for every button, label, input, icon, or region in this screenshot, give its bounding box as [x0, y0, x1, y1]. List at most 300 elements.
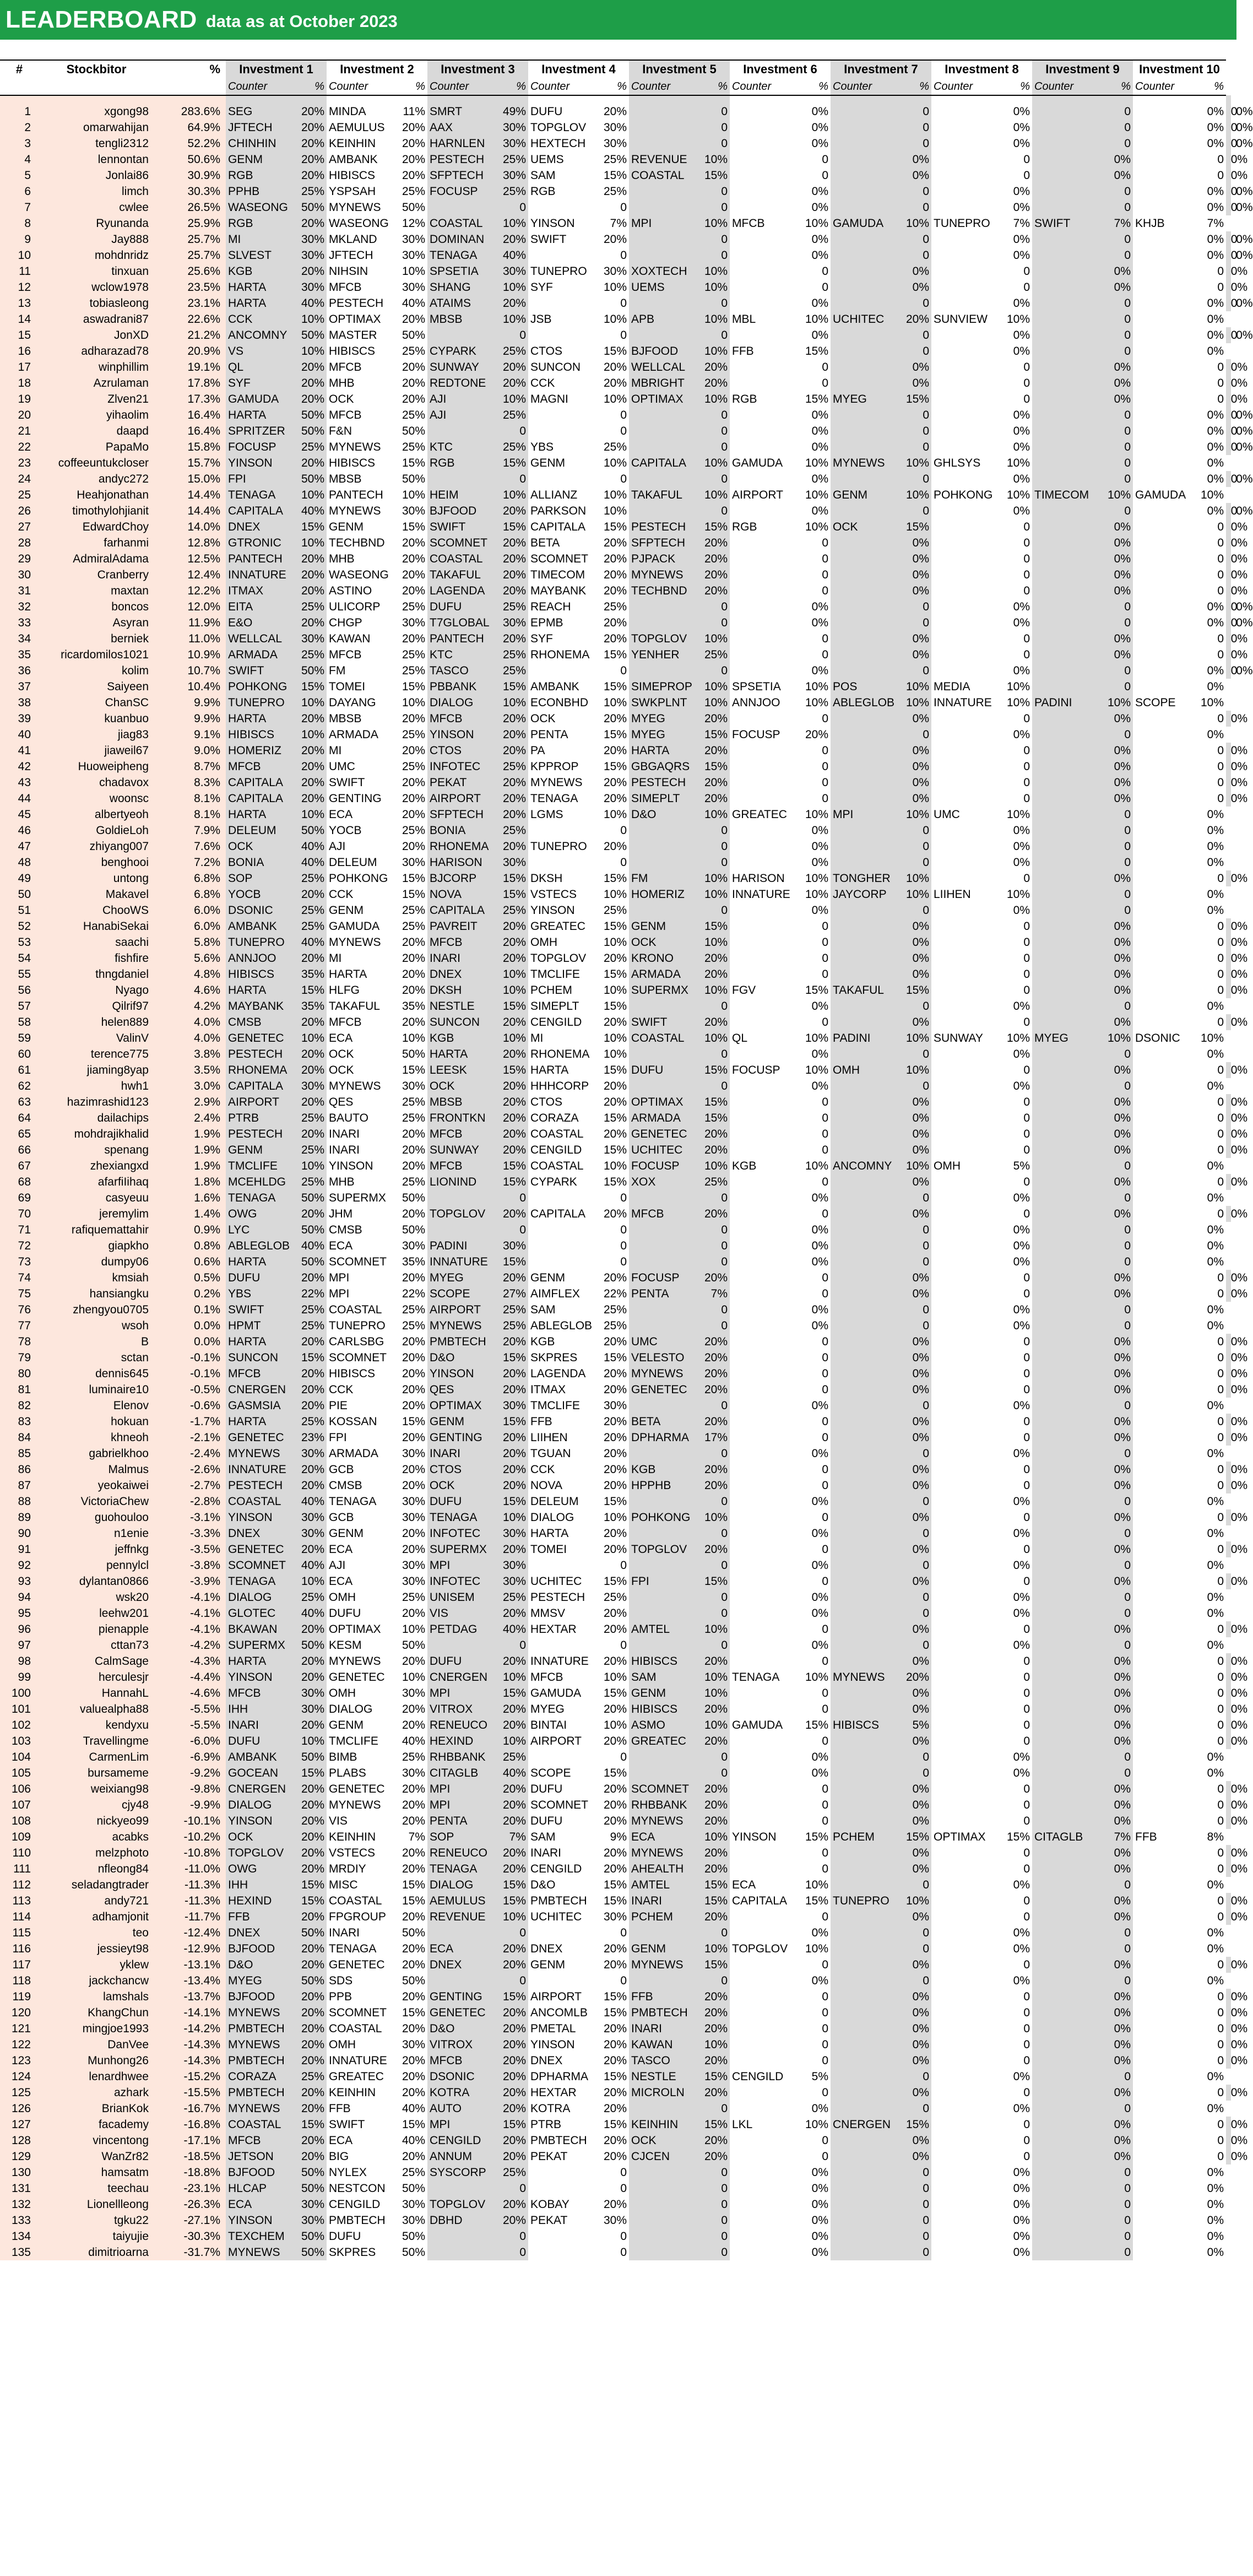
counter-cell	[931, 2164, 992, 2180]
weight-cell: 0	[690, 247, 730, 263]
rank-cell: 54	[0, 950, 39, 966]
rank-cell: 89	[0, 1509, 39, 1525]
weight-cell: 0	[1217, 2038, 1224, 2051]
counter-cell	[730, 1046, 790, 1062]
counter-cell: ARMADA	[629, 966, 690, 982]
counter-cell: SCOMNET	[629, 1781, 690, 1797]
weight-cell: 50%	[402, 201, 425, 214]
counter-cell: KGB	[629, 1462, 690, 1478]
weight-cell: 0%	[1229, 1174, 1232, 1190]
counter-cell	[730, 2149, 790, 2164]
counter-cell	[1133, 136, 1191, 151]
counter-cell: OMH	[329, 1687, 356, 1700]
weight-cell: 10%	[805, 521, 828, 533]
weight-cell: 50%	[286, 1749, 327, 1765]
counter-cell	[730, 503, 790, 519]
weight-cell: 20%	[488, 775, 528, 791]
counter-cell	[831, 1541, 891, 1557]
rank-cell: 29	[0, 551, 39, 567]
counter-cell	[1032, 1669, 1093, 1685]
counter-cell	[1032, 1014, 1093, 1030]
weight-cell: 20%	[286, 1398, 327, 1414]
counter-cell: KEINHIN	[329, 1831, 376, 1843]
counter-cell	[730, 854, 790, 870]
counter-cell	[730, 359, 790, 375]
weight-cell: 0%	[891, 2133, 931, 2149]
counter-cell: CENGILD	[530, 1016, 582, 1029]
counter-cell	[1133, 1366, 1191, 1382]
counter-cell: MI	[329, 744, 342, 757]
counter-cell: COASTAL	[530, 1128, 584, 1140]
rank-cell: 112	[0, 1877, 39, 1893]
weight-cell: 20%	[603, 840, 627, 853]
counter-cell	[730, 1973, 790, 1989]
stockbitor-cell: HanabiSekai	[39, 918, 154, 934]
stockbitor-cell: andyc272	[39, 471, 154, 487]
weight-cell: 0%	[891, 1094, 931, 1110]
weight-cell: 50%	[286, 822, 327, 838]
counter-cell: TECHBND	[629, 583, 690, 599]
stockbitor-cell: jessieyt98	[39, 1941, 154, 1957]
counter-cell: ABLEGLOB	[831, 695, 891, 711]
counter-cell: TOPGLOV	[427, 2196, 488, 2212]
counter-cell: PMBTECH	[530, 2134, 587, 2147]
weight-cell: 0%	[811, 409, 828, 421]
counter-cell: GENM	[831, 487, 891, 503]
weight-cell: 0%	[1093, 1206, 1133, 1222]
counter-cell: KESM	[329, 1639, 362, 1652]
counter-cell: VSTECS	[530, 888, 577, 901]
stockbitor-cell: albertyeoh	[39, 807, 154, 822]
weight-cell: 10%	[488, 966, 528, 982]
counter-cell: MYNEWS	[329, 936, 381, 949]
weight-cell: 0	[620, 249, 627, 262]
weight-cell: 0%	[811, 441, 828, 453]
stockbitor-cell: Nyago	[39, 982, 154, 998]
weight-cell: 25%	[488, 183, 528, 199]
weight-cell: 0%	[811, 1926, 828, 1939]
weight-cell: 10%	[891, 1030, 931, 1046]
counter-cell: GENTING	[329, 792, 382, 805]
counter-cell	[831, 647, 891, 663]
weight-cell: 10%	[690, 487, 730, 503]
counter-cell	[1133, 1701, 1191, 1717]
weight-cell: 0%	[1207, 840, 1224, 853]
counter-cell: GENTING	[427, 1430, 488, 1446]
weight-cell: 20%	[603, 553, 627, 565]
counter-cell: YINSON	[530, 904, 575, 917]
counter-cell	[931, 423, 992, 439]
weight-cell: 25%	[488, 1749, 528, 1765]
counter-cell: LKL	[732, 2118, 753, 2131]
weight-cell: 10%	[286, 695, 327, 711]
counter-cell: GENM	[629, 1941, 690, 1957]
weight-cell: 20%	[286, 791, 327, 807]
weight-cell: 0	[891, 1973, 931, 1989]
counter-cell	[730, 1366, 790, 1382]
weight-cell: 25%	[488, 1302, 528, 1318]
weight-cell: 25%	[603, 1319, 627, 1332]
weight-cell: 0	[1217, 968, 1224, 981]
rank-cell: 63	[0, 1094, 39, 1110]
weight-cell: 0	[822, 2134, 828, 2147]
counter-cell	[931, 1366, 992, 1382]
table-row	[0, 343, 1236, 359]
counter-cell	[730, 423, 790, 439]
weight-cell: 10%	[286, 487, 327, 503]
weight-cell: 0	[1023, 1735, 1030, 1747]
stockbitor-cell: wclow1978	[39, 279, 154, 295]
weight-cell: 0%	[891, 551, 931, 567]
weight-cell: 0	[891, 327, 931, 343]
counter-cell	[730, 1318, 790, 1334]
counter-cell: TMCLIFE	[530, 1399, 580, 1412]
stockbitor-cell: timothylohjianit	[39, 503, 154, 519]
counter-cell: LYC	[226, 1222, 286, 1238]
weight-cell: 0%	[1093, 1126, 1133, 1142]
counter-cell: SKPRES	[329, 2246, 376, 2259]
counter-cell: MYNEWS	[226, 1446, 286, 1462]
rank-cell: 129	[0, 2149, 39, 2164]
weight-cell: 0	[690, 1238, 730, 1254]
weight-cell: 20%	[488, 503, 528, 519]
weight-cell: 0	[690, 231, 730, 247]
counter-cell	[831, 1525, 891, 1541]
counter-cell: GREATEC	[732, 808, 787, 821]
weight-cell: 20%	[488, 2037, 528, 2053]
weight-cell: 20%	[402, 1719, 425, 1731]
counter-cell	[629, 1925, 690, 1941]
weight-cell: 0	[1217, 1208, 1224, 1220]
counter-cell	[427, 423, 488, 439]
stockbitor-cell: adhamjonit	[39, 1909, 154, 1925]
weight-cell: 15%	[603, 1767, 627, 1779]
weight-cell: 20%	[603, 792, 627, 805]
weight-cell: 0	[1093, 1493, 1133, 1509]
counter-cell	[931, 1493, 992, 1509]
pct-subheader: %	[286, 78, 327, 95]
counter-cell: HIBISCS	[329, 1367, 376, 1380]
rank-cell: 26	[0, 503, 39, 519]
counter-cell: HARTA	[226, 1414, 286, 1430]
counter-cell	[629, 423, 690, 439]
weight-cell: 0%	[891, 375, 931, 391]
weight-cell: 0	[822, 1144, 828, 1156]
weight-cell: 0	[1023, 521, 1030, 533]
weight-cell: 20%	[488, 950, 528, 966]
counter-cell: GREATEC	[629, 1733, 690, 1749]
weight-cell: 50%	[286, 1973, 327, 1989]
counter-cell	[730, 2212, 790, 2228]
counter-cell	[931, 1541, 992, 1557]
table-row	[0, 902, 1236, 918]
counter-cell	[1032, 1174, 1093, 1190]
counter-subheader: Counter	[931, 78, 992, 95]
counter-cell: ABLEGLOB	[530, 1319, 593, 1332]
weight-cell: 0%	[1207, 1639, 1224, 1652]
counter-cell	[1133, 1158, 1191, 1174]
weight-cell: 0	[690, 1525, 730, 1541]
weight-cell: 0	[620, 1255, 627, 1268]
weight-cell: 0%	[1229, 2085, 1232, 2101]
return-cell: 0.5%	[154, 1270, 226, 1286]
counter-cell	[730, 583, 790, 599]
weight-cell: 15%	[891, 1829, 931, 1845]
weight-cell: 0	[1023, 984, 1030, 997]
counter-cell: CAPITALA	[226, 791, 286, 807]
weight-cell: 20%	[603, 2102, 627, 2115]
return-cell: 15.0%	[154, 471, 226, 487]
weight-cell: 0	[822, 760, 828, 773]
counter-cell	[730, 631, 790, 647]
counter-cell	[1133, 1573, 1191, 1589]
counter-cell	[1032, 615, 1093, 631]
weight-cell: 0	[1217, 1351, 1224, 1364]
counter-cell	[528, 822, 589, 838]
weight-cell: 15%	[603, 2070, 627, 2083]
weight-cell: 0	[1217, 632, 1224, 645]
table-row	[0, 1126, 1236, 1142]
weight-cell: 10%	[286, 1158, 327, 1174]
weight-cell: 20%	[603, 361, 627, 374]
weight-cell: 5%	[1013, 1160, 1030, 1172]
counter-cell	[931, 934, 992, 950]
stockbitor-cell: afarfiIihaq	[39, 1174, 154, 1190]
weight-cell: 0%	[811, 2166, 828, 2179]
table-row	[0, 727, 1236, 743]
counter-cell: DIALOG	[226, 1589, 286, 1605]
return-cell: 12.5%	[154, 551, 226, 567]
weight-cell: 20%	[402, 2086, 425, 2099]
weight-cell: 0%	[1229, 966, 1232, 982]
counter-cell	[831, 1877, 891, 1893]
counter-cell: MYNEWS	[329, 201, 381, 214]
counter-cell: GENM	[530, 1958, 565, 1971]
table-row	[0, 471, 1236, 487]
weight-cell: 20%	[488, 1046, 528, 1062]
counter-cell	[1032, 567, 1093, 583]
counter-cell: HIBISCS	[329, 345, 376, 358]
counter-cell	[831, 1382, 891, 1398]
weight-cell: 0	[1093, 95, 1133, 120]
weight-cell: 15%	[805, 1719, 828, 1731]
rank-header: #	[0, 60, 39, 78]
counter-cell: AJI	[329, 1559, 346, 1572]
counter-cell	[831, 822, 891, 838]
counter-cell	[1133, 2101, 1191, 2117]
stockbitor-cell: seladangtrader	[39, 1877, 154, 1893]
weight-cell: 10%	[1006, 808, 1030, 821]
weight-cell: 0%	[1229, 1653, 1232, 1669]
weight-cell: 15%	[805, 1895, 828, 1907]
return-cell: -0.1%	[154, 1366, 226, 1382]
counter-cell	[831, 439, 891, 455]
weight-cell: 0	[1093, 1302, 1133, 1318]
pct-subheader: %	[387, 78, 427, 95]
weight-cell: 15%	[402, 1064, 425, 1076]
weight-cell: 0	[1023, 776, 1030, 789]
weight-cell: 0%	[1207, 1240, 1224, 1252]
counter-cell	[730, 998, 790, 1014]
counter-cell	[528, 295, 589, 311]
counter-cell	[1133, 2212, 1191, 2228]
counter-cell: INARI	[629, 1893, 690, 1909]
weight-cell: 50%	[402, 1639, 425, 1652]
weight-cell: 0%	[811, 1000, 828, 1013]
weight-cell: 20%	[402, 1863, 425, 1875]
table-row	[0, 1957, 1236, 1973]
weight-cell: 25%	[488, 663, 528, 679]
weight-cell: 0%	[1207, 1160, 1224, 1172]
weight-cell: 0%	[1236, 616, 1253, 629]
weight-cell: 0	[1093, 2196, 1133, 2212]
rank-cell: 65	[0, 1126, 39, 1142]
return-cell: 9.9%	[154, 711, 226, 727]
counter-cell: TENAGA	[427, 1509, 488, 1525]
counter-cell	[1032, 1973, 1093, 1989]
weight-cell: 20%	[402, 936, 425, 949]
counter-cell	[831, 727, 891, 743]
table-row	[0, 615, 1236, 631]
counter-cell	[1032, 1685, 1093, 1701]
counter-cell	[1032, 407, 1093, 423]
counter-cell: F&N	[329, 425, 352, 437]
counter-cell: YINSON	[427, 727, 488, 743]
weight-cell: 25%	[402, 824, 425, 837]
weight-cell: 0	[1093, 1557, 1133, 1573]
weight-cell: 0%	[1207, 1495, 1224, 1508]
counter-cell: YINSON	[226, 2212, 286, 2228]
weight-cell: 15%	[603, 1895, 627, 1907]
counter-cell: HHHCORP	[530, 1080, 589, 1092]
weight-cell: 0	[488, 327, 528, 343]
counter-cell	[1032, 1989, 1093, 2005]
counter-cell	[831, 2164, 891, 2180]
weight-cell: 50%	[286, 1254, 327, 1270]
weight-cell: 0%	[891, 1653, 931, 1669]
counter-cell: CAPITALA	[732, 1895, 787, 1907]
counter-cell: PARKSON	[530, 505, 587, 517]
counter-cell	[931, 471, 992, 487]
return-cell: 12.2%	[154, 583, 226, 599]
return-cell: -14.2%	[154, 2021, 226, 2037]
weight-cell: 0%	[891, 1813, 931, 1829]
counter-cell	[1133, 743, 1191, 759]
weight-cell: 20%	[488, 1845, 528, 1861]
counter-cell	[1133, 2133, 1191, 2149]
weight-cell: 0	[891, 120, 931, 136]
weight-cell: 0	[1217, 2006, 1224, 2019]
counter-cell: CMSB	[329, 1479, 362, 1492]
weight-cell: 7%	[690, 1286, 730, 1302]
counter-cell	[1133, 1749, 1191, 1765]
weight-cell: 20%	[402, 952, 425, 965]
weight-cell: 10%	[805, 457, 828, 469]
weight-cell: 10%	[488, 1669, 528, 1685]
weight-cell: 30%	[402, 249, 425, 262]
weight-cell: 0%	[1236, 329, 1253, 342]
weight-cell: 50%	[286, 663, 327, 679]
weight-cell: 20%	[603, 712, 627, 725]
weight-cell: 20%	[603, 1096, 627, 1108]
counter-cell: DKSH	[427, 982, 488, 998]
weight-cell: 50%	[402, 2246, 425, 2259]
return-cell: 22.6%	[154, 311, 226, 327]
stockbitor-cell: Jonlai86	[39, 167, 154, 183]
counter-cell: BJCORP	[427, 870, 488, 886]
weight-cell: 0	[1093, 998, 1133, 1014]
counter-cell	[629, 1637, 690, 1653]
weight-cell: 10%	[690, 2037, 730, 2053]
weight-cell: 0%	[891, 151, 931, 167]
counter-cell: OPTIMAX	[629, 391, 690, 407]
weight-cell: 0%	[1207, 1767, 1224, 1779]
weight-cell: 0%	[1207, 185, 1224, 198]
weight-cell: 0%	[1207, 313, 1224, 326]
weight-cell: 25%	[402, 760, 425, 773]
return-cell: 8.1%	[154, 791, 226, 807]
weight-cell: 0	[1023, 569, 1030, 581]
counter-cell	[730, 1254, 790, 1270]
weight-cell: 30%	[488, 615, 528, 631]
weight-cell: 20%	[488, 1861, 528, 1877]
weight-cell: 0%	[891, 359, 931, 375]
weight-cell: 15%	[488, 1414, 528, 1430]
counter-cell	[1032, 1462, 1093, 1478]
weight-cell: 20%	[488, 2085, 528, 2101]
counter-cell: MYEG	[530, 1703, 565, 1715]
counter-cell: CYPARK	[427, 343, 488, 359]
weight-cell: 0	[1093, 199, 1133, 215]
return-cell: 9.9%	[154, 695, 226, 711]
weight-cell: 20%	[488, 1462, 528, 1478]
rank-cell: 66	[0, 1142, 39, 1158]
table-row	[0, 567, 1236, 583]
return-cell: -11.3%	[154, 1877, 226, 1893]
counter-cell: HOMERIZ	[226, 743, 286, 759]
weight-cell: 0	[1229, 439, 1232, 455]
investment-header: Investment 5	[629, 60, 730, 78]
counter-cell: KPPROP	[530, 760, 579, 773]
stockbitor-cell: herculesjr	[39, 1669, 154, 1685]
weight-cell: 20%	[286, 1909, 327, 1925]
weight-cell: 20%	[402, 1607, 425, 1620]
weight-cell: 15%	[690, 1094, 730, 1110]
weight-cell: 0	[891, 407, 931, 423]
weight-cell: 20%	[286, 615, 327, 631]
weight-cell: 0%	[1229, 359, 1232, 375]
weight-cell: 0%	[1229, 1909, 1232, 1925]
counter-cell: VITROX	[427, 2037, 488, 2053]
stockbitor-cell: terence775	[39, 1046, 154, 1062]
weight-cell: 20%	[690, 1126, 730, 1142]
stockbitor-cell: Lionellleong	[39, 2196, 154, 2212]
weight-cell: 25%	[402, 409, 425, 421]
counter-cell	[730, 1573, 790, 1589]
weight-cell: 15%	[603, 169, 627, 182]
counter-cell	[1032, 1382, 1093, 1398]
weight-cell: 0%	[1207, 1974, 1224, 1987]
weight-cell: 0	[488, 423, 528, 439]
counter-cell: PLABS	[329, 1767, 366, 1779]
table-row	[0, 487, 1236, 503]
weight-cell: 20%	[286, 2101, 327, 2117]
counter-cell	[730, 918, 790, 934]
table-row	[0, 167, 1236, 183]
counter-cell	[427, 2228, 488, 2244]
weight-cell: 0%	[891, 1110, 931, 1126]
weight-cell: 0%	[1093, 1813, 1133, 1829]
